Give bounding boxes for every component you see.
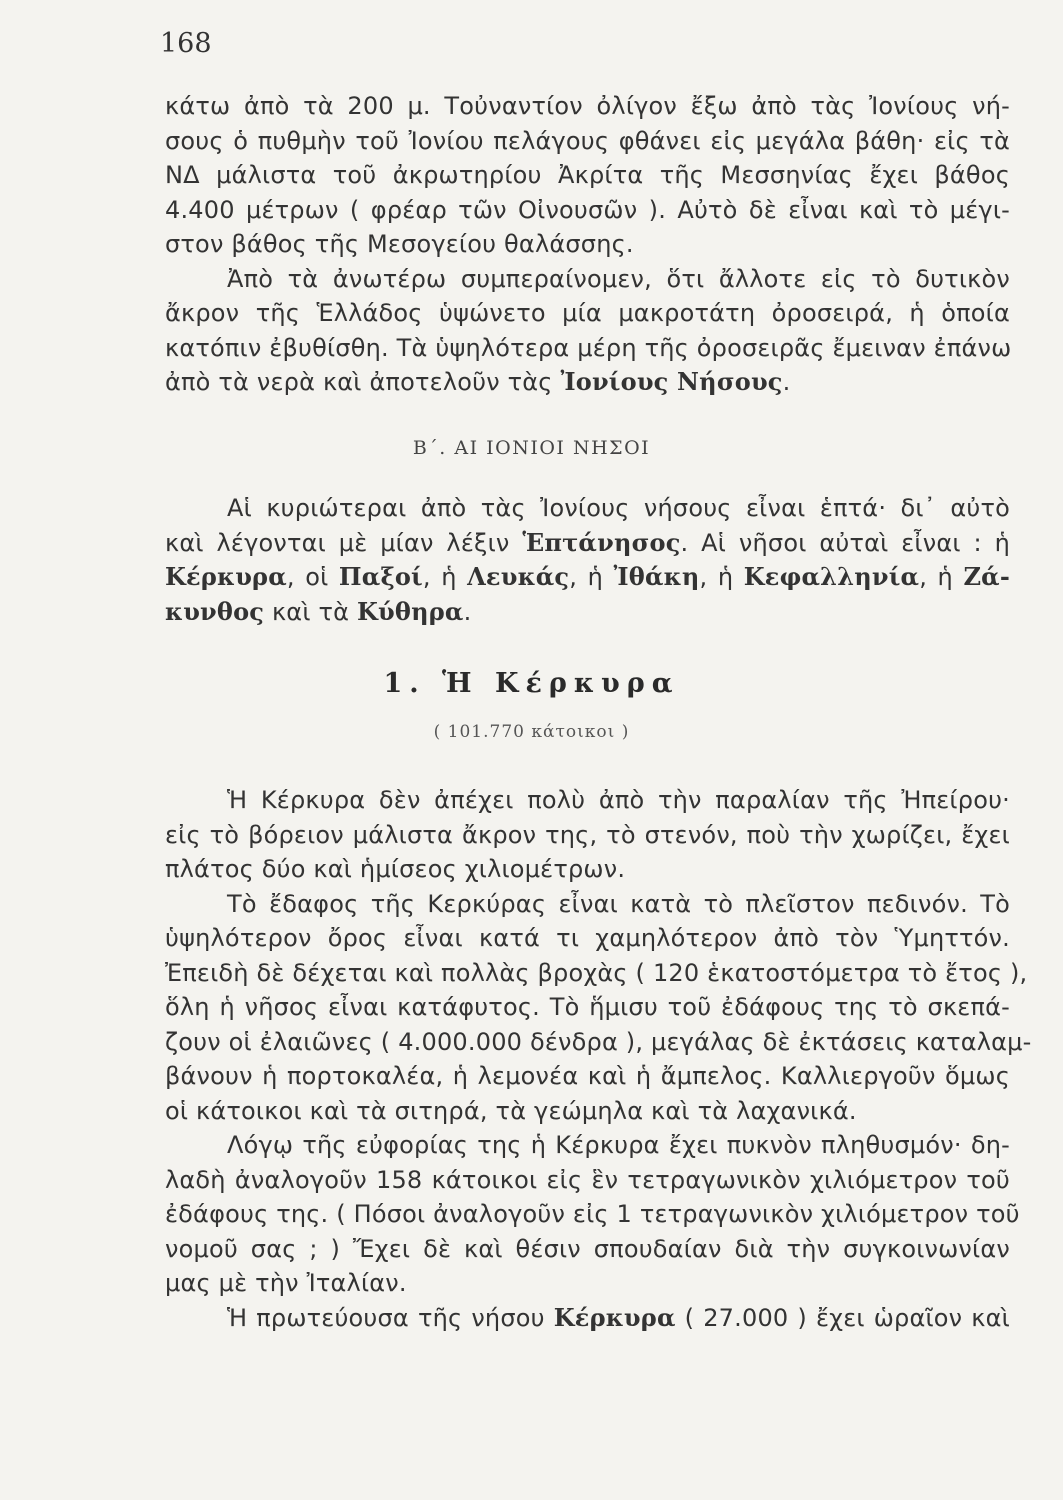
- paragraph-block-3: [165, 783, 1032, 1335]
- text-line: Λόγῳ τῆς εὐφορίας της ἡ Κέρκυρα ἔχει πυκνὸν πληθυσμόν· δη-: [227, 1131, 1010, 1159]
- text-line: Τὸ ἔδαφος τῆς Κερκύρας εἶναι κατὰ τὸ πλεῖστον πεδινόν. Τὸ: [227, 889, 1010, 918]
- text-line: Ἡ πρωτεύουσα τῆς νήσου Κέρκυρα ( 27.000 ) ἔχει ὡραῖον καὶ: [227, 1302, 1010, 1332]
- text-line: βάνουν ἡ πορτοκαλέα, ἡ λεμονέα καὶ ἡ ἄμπελος. Καλλιεργοῦν ὅμως: [165, 1062, 1010, 1090]
- chapter-subtitle: ( 101.770 κάτοικοι ): [433, 722, 630, 742]
- text-line: μας μὲ τὴν Ἰταλίαν.: [165, 1269, 407, 1297]
- text-line: σους ὁ πυθμὴν τοῦ Ἰονίου πελάγους φθάνει εἰς μεγάλα βάθη· εἰς τὰ: [165, 126, 1010, 155]
- text-line: Ἡ Κέρκυρα δὲν ἀπέχει πολὺ ἀπὸ τὴν παραλίαν τῆς Ἠπείρου·: [227, 786, 1010, 814]
- text-line: ὑψηλότερον ὄρος εἶναι κατά τι χαμηλότερον ἀπὸ τὸν Ὑμηττόν.: [165, 924, 1010, 952]
- bold-term: Ἰονίους Νήσους: [560, 367, 783, 396]
- text-line: ΝΔ μάλιστα τοῦ ἀκρωτηρίου Ἀκρίτα τῆς Μεσσηνίας ἔχει βάθος: [165, 161, 1010, 189]
- text-line: Ἀπὸ τὰ ἀνωτέρω συμπεραίνομεν, ὅτι ἄλλοτε εἰς τὸ δυτικὸν: [227, 264, 1010, 293]
- text-line: ὅλη ἡ νῆσος εἶναι κατάφυτος. Τὸ ἥμισυ τοῦ ἐδάφους της τὸ σκεπά-: [165, 993, 1010, 1021]
- bold-term: Κέρκυρα: [553, 1302, 676, 1332]
- text-line: κυνθος καὶ τὰ Κύθηρα.: [165, 596, 472, 626]
- bold-term: Ἑπτάνησος: [522, 527, 681, 557]
- text-line: λαδὴ ἀναλογοῦν 158 κάτοικοι εἰς ἓν τετραγωνικὸν χιλιόμετρον τοῦ: [165, 1165, 1010, 1194]
- paragraph-block-1: [165, 89, 1010, 400]
- text-line: νομοῦ σας ; ) Ἔχει δὲ καὶ θέσιν σπουδαίαν διὰ τὴν συγκοινωνίαν: [165, 1234, 1010, 1263]
- chapter-title: 1. Ἡ Κέρκυρα: [383, 668, 680, 699]
- section-heading: Β΄. ΑΙ ΙΟΝΙΟΙ ΝΗΣΟΙ: [412, 437, 651, 459]
- text-line: Κέρκυρα, οἱ Παξοί, ἡ Λευκάς, ἡ Ἰθάκη, ἡ Κεφαλληνία, ἡ Ζά-: [165, 562, 1011, 591]
- text-line: οἱ κάτοικοι καὶ τὰ σιτηρά, τὰ γεώμηλα καὶ τὰ λαχανικά.: [165, 1096, 857, 1125]
- text-line: ἄκρον τῆς Ἑλλάδος ὑψώνετο μία μακροτάτη ὀροσειρά, ἡ ὁποία: [165, 299, 1010, 327]
- text-line: καὶ λέγονται μὲ μίαν λέξιν Ἑπτάνησος. Αἱ νῆσοι αὐταὶ εἶναι : ἡ: [165, 527, 1010, 557]
- text-line: 4.400 μέτρων ( φρέαρ τῶν Οἰνουσῶν ). Αὐτὸ δὲ εἶναι καὶ τὸ μέγι-: [165, 195, 1010, 224]
- text-line: ἀπὸ τὰ νερὰ καὶ ἀποτελοῦν τὰς Ἰονίους Νήσους.: [165, 367, 791, 396]
- paragraph-block-2: [165, 491, 1010, 629]
- text-line: πλάτος δύο καὶ ἡμίσεος χιλιομέτρων.: [165, 855, 626, 883]
- page-number: 168: [160, 28, 212, 59]
- text-line: ἐδάφους της. ( Πόσοι ἀναλογοῦν εἰς 1 τετραγωνικὸν χιλιόμετρον τοῦ: [165, 1200, 1020, 1228]
- text-line: εἰς τὸ βόρειον μάλιστα ἄκρον της, τὸ στενόν, ποὺ τὴν χωρίζει, ἔχει: [165, 820, 1010, 849]
- text-line: ζουν οἱ ἐλαιῶνες ( 4.000.000 δένδρα ), μεγάλας δὲ ἐκτάσεις καταλαμ-: [165, 1027, 1032, 1056]
- text-line: Αἱ κυριώτεραι ἀπὸ τὰς Ἰονίους νήσους εἶναι ἑπτά· δι᾽ αὐτὸ: [227, 494, 1010, 522]
- text-line: κατόπιν ἐβυθίσθη. Τὰ ὑψηλότερα μέρη τῆς ὀροσειρᾶς ἔμειναν ἐπάνω: [165, 333, 1012, 362]
- text-line: στον βάθος τῆς Μεσογείου θαλάσσης.: [165, 230, 634, 258]
- text-line: Ἐπειδὴ δὲ δέχεται καὶ πολλὰς βροχὰς ( 120 ἑκατοστόμετρα τὸ ἔτος ),: [165, 958, 1028, 987]
- text-line: κάτω ἀπὸ τὰ 200 μ. Τοὐναντίον ὀλίγον ἔξω ἀπὸ τὰς Ἰονίους νή-: [165, 92, 1010, 120]
